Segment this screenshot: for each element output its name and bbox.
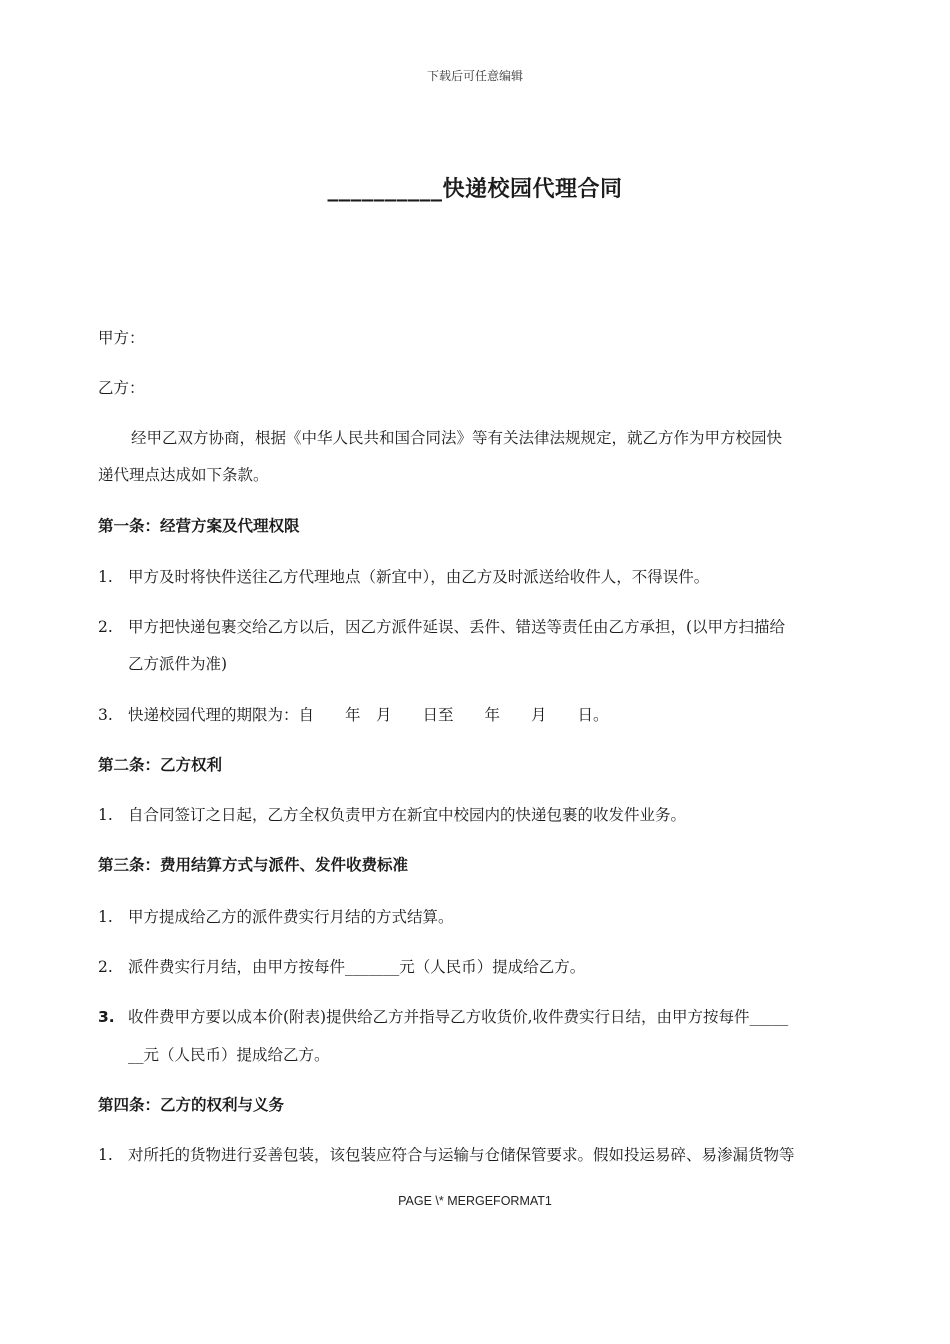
item-number: 1. bbox=[98, 568, 113, 586]
article-1-heading: 第一条：经营方案及代理权限 bbox=[98, 517, 300, 535]
intro-paragraph-line2: 递代理点达成如下条款。 bbox=[98, 466, 269, 484]
item-text: 甲方及时将快件送往乙方代理地点（新宜中），由乙方及时派送给收件人，不得误件。 bbox=[128, 568, 710, 586]
item-number: 1. bbox=[98, 908, 113, 926]
article-4-heading: 第四条：乙方的权利与义务 bbox=[98, 1096, 285, 1114]
article-1-item-2-cont: 乙方派件为准) bbox=[128, 655, 228, 673]
item-text: 对所托的货物进行妥善包装，该包装应符合与运输与仓储保管要求。假如投运易碎、易渗漏货物等 bbox=[128, 1146, 795, 1164]
article-3-item-3-cont: __元（人民币）提成给乙方。 bbox=[128, 1046, 330, 1064]
item-number: 3. bbox=[98, 706, 113, 724]
item-number: 1. bbox=[98, 1146, 113, 1164]
article-1-item-1 bbox=[98, 565, 709, 587]
item-text: 收件费甲方要以成本价(附表)提供给乙方并指导乙方收货价,收件费实行日结，由甲方按每件_____ bbox=[128, 1008, 789, 1026]
intro-paragraph-line1: 经甲乙双方协商，根据《中华人民共和国合同法》等有关法律法规规定，就乙方作为甲方校园快 bbox=[131, 429, 783, 447]
article-1-item-3 bbox=[98, 703, 609, 725]
article-3-item-1 bbox=[98, 905, 454, 927]
party-b-label: 乙方： bbox=[98, 379, 145, 397]
document-title: __________快递校园代理合同 bbox=[327, 177, 623, 202]
article-1-item-2 bbox=[98, 615, 785, 637]
item-text: 派件费实行月结，由甲方按每件_______元（人民币）提成给乙方。 bbox=[128, 958, 586, 976]
article-3-item-3 bbox=[98, 1005, 788, 1027]
party-a-label: 甲方： bbox=[98, 329, 145, 347]
item-number: 1. bbox=[98, 806, 113, 824]
article-4-item-1 bbox=[98, 1143, 795, 1165]
item-text: 甲方把快递包裹交给乙方以后，因乙方派件延误、丢件、错送等责任由乙方承担，(以甲方扫描给 bbox=[128, 618, 786, 636]
article-3-item-2 bbox=[98, 955, 585, 977]
page-footer-field: PAGE \* MERGEFORMAT1 bbox=[398, 1194, 552, 1208]
article-3-heading: 第三条：费用结算方式与派件、发件收费标准 bbox=[98, 856, 409, 874]
header-note: 下载后可任意编辑 bbox=[426, 69, 523, 83]
article-2-heading: 第二条：乙方权利 bbox=[98, 756, 223, 774]
item-text: 自合同签订之日起，乙方全权负责甲方在新宜中校园内的快递包裹的收发件业务。 bbox=[128, 806, 687, 824]
article-2-item-1 bbox=[98, 803, 686, 825]
item-text: 甲方提成给乙方的派件费实行月结的方式结算。 bbox=[128, 908, 454, 926]
item-text: 快递校园代理的期限为：自 年 月 日至 年 月 日。 bbox=[128, 706, 609, 724]
item-number: 2. bbox=[98, 618, 113, 636]
item-number: 2. bbox=[98, 958, 113, 976]
item-number: 3. bbox=[98, 1008, 115, 1026]
